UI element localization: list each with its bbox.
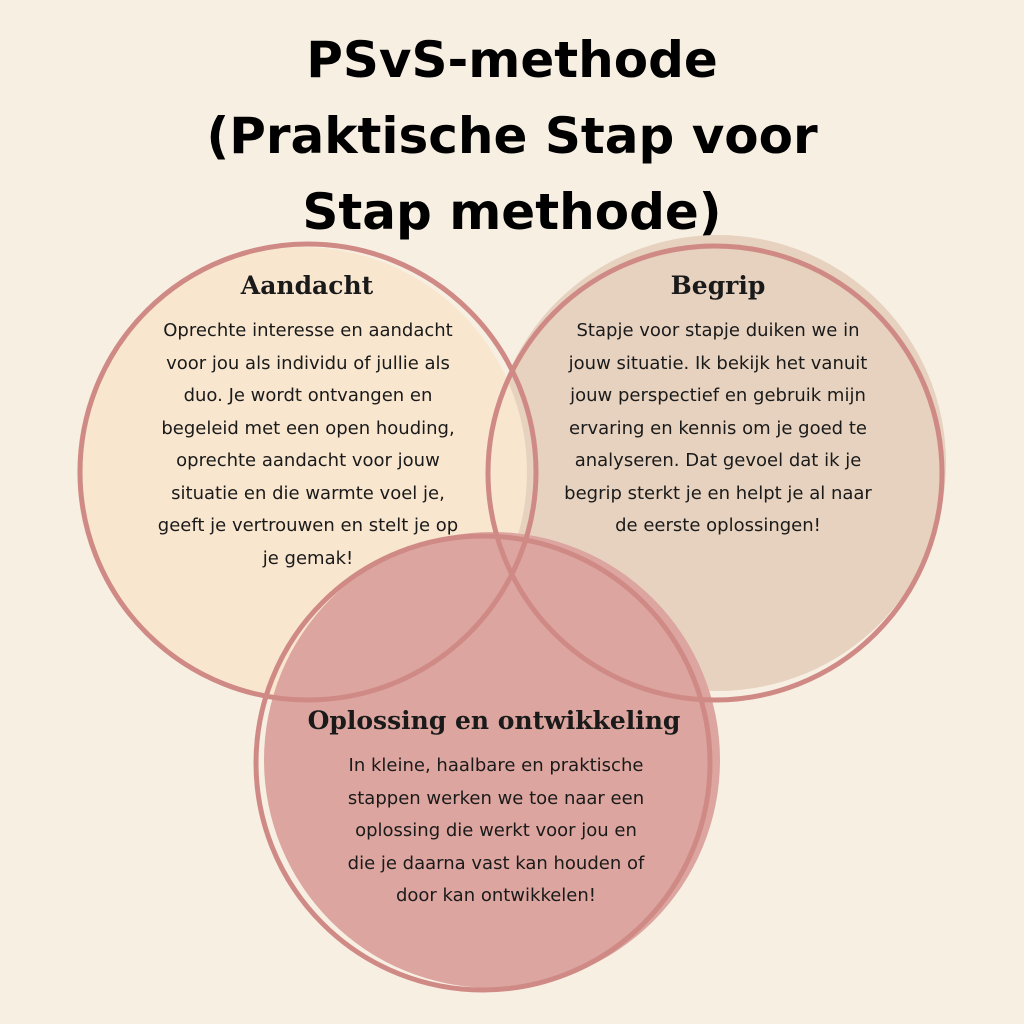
text-line: Oprechte interesse en aandacht: [163, 320, 453, 341]
begrip-heading: Begrip: [670, 271, 766, 300]
text-line: die je daarna vast kan houden of: [347, 852, 645, 874]
text-line: analyseren. Dat gevoel dat ik je: [574, 450, 862, 471]
aandacht-text: [118, 315, 498, 575]
begrip-text: [528, 315, 908, 543]
text-line: duo. Je wordt ontvangen en: [183, 385, 433, 406]
oplossing-text: [306, 750, 686, 913]
text-line: jouw situatie. Ik bekijk het vanuit: [568, 352, 868, 374]
text-line: de eerste oplossingen!: [615, 515, 821, 536]
text-line: oplossing die werkt voor jou en: [355, 820, 637, 841]
text-line: geeft je vertrouwen en stelt je op: [157, 515, 459, 536]
text-line: In kleine, haalbare en praktische: [348, 755, 644, 776]
text-line: door kan ontwikkelen!: [395, 885, 597, 906]
text-line: stappen werken we toe naar een: [347, 787, 645, 809]
oplossing-heading: Oplossing en ontwikkeling: [307, 706, 681, 735]
text-line: begrip sterkt je en helpt je al naar: [564, 482, 872, 504]
text-line: je gemak!: [262, 547, 354, 569]
aandacht-heading: Aandacht: [240, 271, 374, 300]
title-line: Stap methode): [302, 183, 722, 241]
title-line: PSvS-methode: [306, 31, 718, 89]
title-line: (Praktische Stap voor: [206, 107, 818, 165]
text-line: jouw perspectief en gebruik mijn: [570, 385, 866, 406]
text-line: begeleid met een open houding,: [161, 417, 455, 439]
text-line: oprechte aandacht voor jouw: [176, 450, 440, 471]
text-line: situatie en die warmte voel je,: [171, 482, 445, 504]
text-line: Stapje voor stapje duiken we in: [576, 320, 860, 341]
text-line: voor jou als individu of jullie als: [166, 352, 450, 374]
text-line: ervaring en kennis om je goed te: [569, 417, 867, 439]
